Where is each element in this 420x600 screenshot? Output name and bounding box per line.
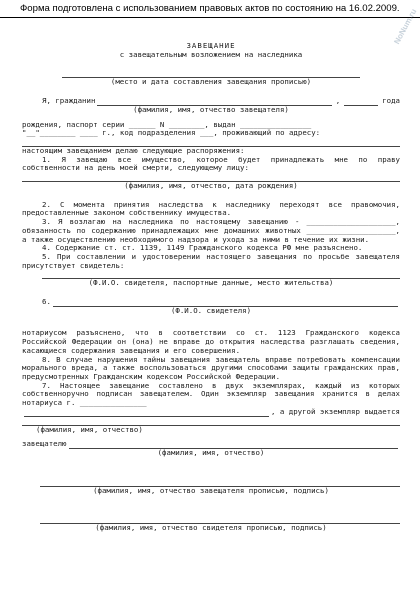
hint-place-date: (место и дата составления завещания прописью) [110,77,312,87]
will-document [22,36,400,533]
testator-label-2: завещателю [22,439,67,449]
clause-6-label: 6. [42,297,51,307]
clause-1: 1. Я завещаю все имущество, которое будет принадлежать мне по праву собственности на день моей смерти, следующему лицу: [22,154,400,173]
hint-witness2: (Ф.И.О. свидетеля) [170,305,252,315]
copy-recipient-line[interactable] [24,409,269,417]
dispositions-intro: настоящим завещанием делаю следующие распоряжения: [22,145,245,155]
doc-title: ЗАВЕЩАНИЕ [186,41,236,50]
clause-3: 3. Я возлагаю на наследника по настоящему завещанию - ____________________, обязанность по содержанию принадлежащих мне домашних животных ____________________, а также осуществлению необходимого надзора и ухода за ними в течение их жизни. [22,217,400,244]
hint-fio3: (фамилия, имя, отчество) [36,424,143,434]
copy-issued-label: , а другой экземпляр выдается [270,406,400,416]
hint-fio4: (фамилия, имя, отчество) [157,447,265,457]
clause-5: 5. При составлении и удостоверении настоящего завещания по просьбе завещателя присутствует свидетель: [22,251,400,270]
hint-heir: (фамилия, имя, отчество, дата рождения) [124,181,298,191]
clause-2: 2. С момента принятия наследства к наследнику переходят все правомочия, предоставленные законом собственнику имущества. [22,199,400,218]
legal-banner: Форма подготовлена с использованием правовых актов по состоянию на 16.02.2009. [0,0,420,18]
doc-subtitle: с завещательным возложением на наследника [119,49,303,59]
testator-label: Я, гражданин [42,96,96,106]
passport-line: рождения, паспорт серии ______ N ________, выдан ________________ [22,119,312,129]
clause-8: 8. В случае нарушения тайны завещания завещатель вправе потребовать компенсации морального вреда, а также воспользоваться другими способами защиты гражданских прав, предусмотренных Гражданским кодексом Российской Федерации. [22,354,400,381]
hint-sign-witness: (фамилия, имя, отчество свидетеля прописью, подпись) [95,523,327,533]
site-ribbon-label: NoNum.ru [391,6,419,46]
year-label: года [382,96,400,106]
hint-testator-fio: (фамилия, имя, отчество завещателя) [133,104,289,114]
notary-note: нотариусом разъяснено, что в соответствии со ст. 1123 Гражданского кодекса Российской Федерации он (она) не вправе до открытия наследства разглашать сведения, касающиеся содержания завещания и его совершения. [22,328,400,355]
clause-4: 4. Содержание ст. ст. 1139, 1149 Гражданского кодекса РФ мне разъяснено. [42,243,363,253]
hint-sign-testator: (фамилия, имя, отчество завещателя прописью, подпись) [93,485,329,495]
birth-year-line[interactable] [344,98,378,106]
testator-row: Я, гражданин , года [42,96,400,106]
clause-7: 7. Настоящее завещание составлено в двух экземплярах, каждый из которых собственноручно подписан завещателем. Один экземпляр завещания хранится в делах нотариуса г. _______________ [22,380,400,408]
hint-witness: (Ф.И.О. свидетеля, паспортные данные, место жительства) [88,278,334,288]
passport-date-line: "__"________ ____ г., код подразделения ___, проживающий по адресу: [22,128,321,138]
copy-row [22,408,400,417]
